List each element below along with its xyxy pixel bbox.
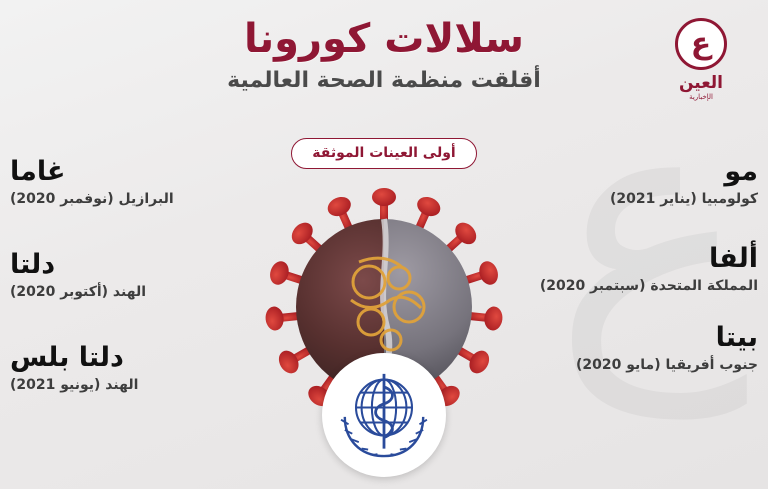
variant-item <box>10 342 262 395</box>
variant-item <box>506 322 758 375</box>
variant-name: ألفا <box>709 242 758 274</box>
variant-name: غاما <box>10 156 66 187</box>
variant-origin: جنوب أفريقيا (مايو 2020) <box>576 356 758 373</box>
logo-tagline: الإخبارية <box>689 93 713 101</box>
page-title: سلالات كورونا <box>244 16 524 62</box>
first-samples-badge: أولى العينات الموثقة <box>291 138 476 169</box>
variant-name: دلتا <box>10 248 56 280</box>
header <box>0 0 768 118</box>
variant-item <box>10 156 262 209</box>
variant-origin: الهند (يونيو 2021) <box>10 376 139 393</box>
variant-origin: المملكة المتحدة (سبتمبر 2020) <box>539 277 758 294</box>
variant-item <box>10 249 262 302</box>
variant-origin: كولومبيا (يناير 2021) <box>609 191 758 208</box>
variant-origin: الهند (أكتوبر 2020) <box>10 283 147 300</box>
variant-name: بيتا <box>715 321 758 353</box>
variants-column-right <box>506 156 758 401</box>
variant-origin: البرازيل (نوفمبر 2020) <box>10 191 174 208</box>
variant-item <box>506 243 758 296</box>
who-emblem-icon <box>322 353 446 477</box>
logo-badge-letter: ع <box>690 26 712 61</box>
variants-column-left <box>10 156 262 435</box>
logo-name: العين <box>678 73 724 93</box>
variant-item <box>506 156 758 209</box>
variant-name: مو <box>724 156 758 187</box>
page-subtitle: أقلقت منظمة الصحة العالمية <box>227 68 541 93</box>
variant-name: دلتا بلس <box>10 341 124 373</box>
